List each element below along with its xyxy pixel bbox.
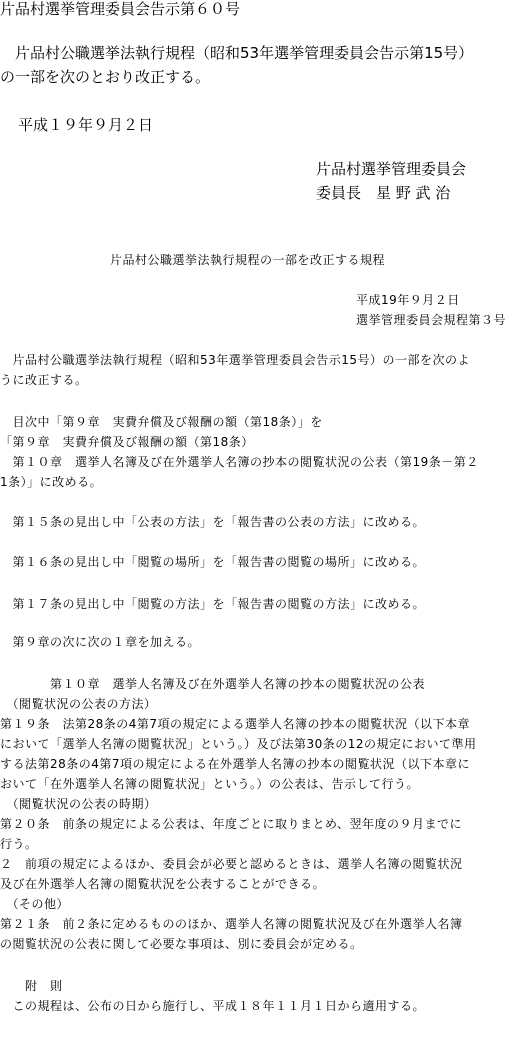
- issuer-org: 片品村選挙管理委員会: [316, 160, 467, 178]
- body-line: 第１５条の見出し中「公表の方法」を「報告書の公表の方法」に改める。: [0, 515, 426, 529]
- body-line: 第２１条 前２条に定めるもののほか、選挙人名簿の閲覧状況及び在外選挙人名簿: [0, 917, 463, 931]
- body-line: この規程は、公布の日から施行し、平成１８年１１月１日から適用する。: [0, 999, 426, 1013]
- article-caption: （閲覧状況の公表の時期）: [0, 797, 157, 811]
- body-line: 第１０章 選挙人名簿及び在外選挙人名簿の抄本の閲覧状況の公表（第19条－第２: [0, 455, 479, 469]
- body-line: 第１９条 法第28条の4第7項の規定による選挙人名簿の抄本の閲覧状況（以下本章: [0, 717, 471, 731]
- regulation-date: 平成19年９月２日: [356, 293, 460, 307]
- article-caption: （その他）: [0, 897, 70, 911]
- body-line: 第１６条の見出し中「閲覧の場所」を「報告書の閲覧の場所」に改める。: [0, 555, 426, 569]
- body-line: ２ 前項の規定によるほか、委員会が必要と認めるときは、選挙人名簿の閲覧状況: [0, 857, 463, 871]
- regulation-number: 選挙管理委員会規程第３号: [356, 313, 507, 327]
- notice-number: 片品村選挙管理委員会告示第６０号: [0, 0, 241, 18]
- body-line: 行う。: [0, 837, 38, 851]
- body-line: 第１７条の見出し中「閲覧の方法」を「報告書の閲覧の方法」に改める。: [0, 597, 426, 611]
- regulation-title: 片品村公職選挙法執行規程の一部を改正する規程: [110, 253, 386, 267]
- intro-line-1: 片品村公職選挙法執行規程（昭和53年選挙管理委員会告示第15号）: [0, 44, 474, 62]
- body-line: 目次中「第９章 実費弁償及び報酬の額（第18条）」を: [0, 415, 323, 429]
- intro-line-2: の一部を次のとおり改正する。: [0, 68, 211, 86]
- body-line: 第９章の次に次の１章を加える。: [0, 635, 201, 649]
- body-line: 及び在外選挙人名簿の閲覧状況を公表することができる。: [0, 877, 326, 891]
- body-line: 「第９章 実費弁償及び報酬の額（第18条）: [0, 435, 254, 449]
- body-line: 第２０条 前条の規定による公表は、年度ごとに取りまとめ、翌年度の９月までに: [0, 817, 463, 831]
- article-caption: （閲覧状況の公表の方法）: [0, 697, 157, 711]
- body-line: 1条）」に改める。: [0, 475, 103, 489]
- body-line: の閲覧状況の公表に関して必要な事項は、別に委員会が定める。: [0, 937, 363, 951]
- body-line: する法第28条の4第7項の規定による在外選挙人名簿の抄本の閲覧状況（以下本章に: [0, 757, 471, 771]
- body-line: おいて「在外選挙人名簿の閲覧状況」という。）の公表は、告示して行う。: [0, 777, 420, 791]
- chapter-heading: 第１０章 選挙人名簿及び在外選挙人名簿の抄本の閲覧状況の公表: [0, 677, 426, 691]
- supplementary-heading: 附 則: [0, 979, 63, 993]
- notice-date: 平成１９年９月２日: [18, 116, 154, 134]
- body-line: 片品村公職選挙法執行規程（昭和53年選挙管理委員会告示15号）の一部を次のよ: [0, 353, 471, 367]
- body-line: において「選挙人名簿の閲覧状況」という。）及び法第30条の12の規定において準用: [0, 737, 477, 751]
- body-line: うに改正する。: [0, 373, 88, 387]
- issuer-person: 委員長 星 野 武 治: [316, 184, 451, 202]
